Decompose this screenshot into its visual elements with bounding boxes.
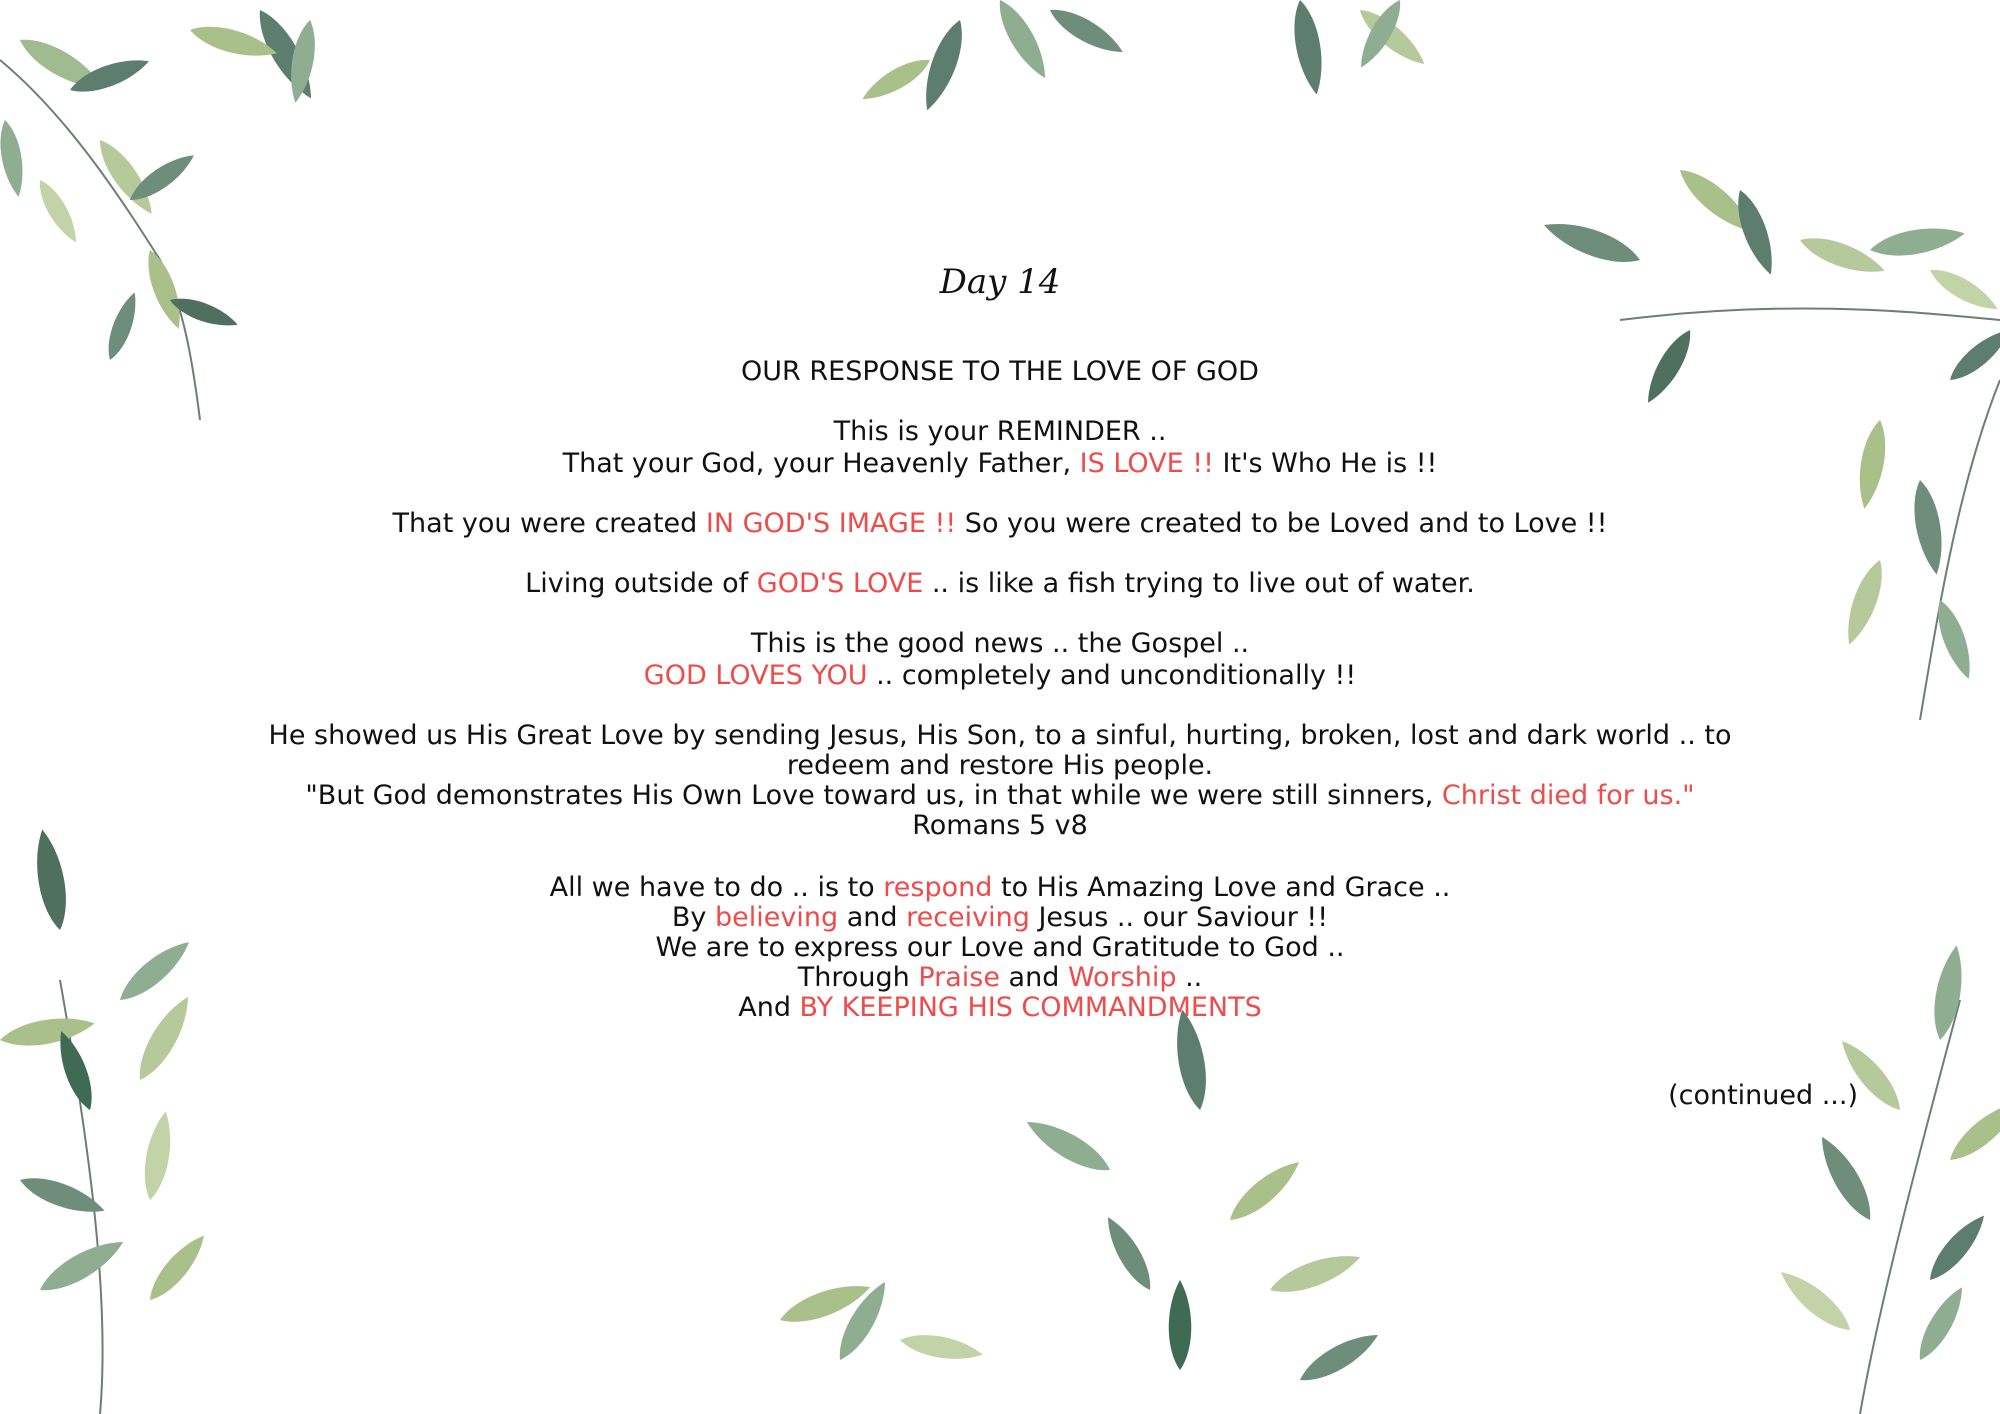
highlighted-text: receiving bbox=[906, 902, 1030, 933]
text-line bbox=[0, 416, 2000, 448]
highlighted-text: IN GOD'S IMAGE !! bbox=[705, 508, 957, 539]
text-segment: This is your REMINDER .. bbox=[833, 416, 1167, 447]
text-segment: All we have to do .. is to bbox=[549, 872, 884, 903]
text-line bbox=[0, 902, 2000, 934]
text-segment: That your God, your Heavenly Father, bbox=[562, 448, 1080, 479]
text-line bbox=[0, 750, 2000, 782]
text-segment: and bbox=[838, 902, 907, 933]
text-line bbox=[0, 780, 2000, 812]
text-line bbox=[0, 568, 2000, 600]
text-segment: .. completely and unconditionally !! bbox=[867, 660, 1357, 691]
text-line bbox=[0, 508, 2000, 540]
highlighted-text: IS LOVE !! bbox=[1079, 448, 1214, 479]
highlighted-text: Praise bbox=[918, 962, 1000, 993]
text-line bbox=[0, 992, 2000, 1024]
text-segment: .. is like a fish trying to live out of water. bbox=[923, 568, 1475, 599]
text-segment: and bbox=[999, 962, 1068, 993]
text-segment: He showed us His Great Love by sending Jesus, His Son, to a sinful, hurting, broken, lost and dark world .. to bbox=[268, 720, 1732, 751]
continued-note: (continued ...) bbox=[1668, 1080, 1858, 1111]
text-segment: Living outside of bbox=[525, 568, 757, 599]
text-line bbox=[0, 660, 2000, 692]
text-line bbox=[0, 932, 2000, 964]
highlighted-text: believing bbox=[715, 902, 839, 933]
text-segment: We are to express our Love and Gratitude to God .. bbox=[655, 932, 1345, 963]
highlighted-text: BY KEEPING HIS COMMANDMENTS bbox=[799, 992, 1262, 1023]
highlighted-text: GOD'S LOVE bbox=[756, 568, 924, 599]
text-segment: And bbox=[738, 992, 800, 1023]
day-heading: Day 14 bbox=[939, 262, 1061, 302]
text-segment: .. bbox=[1176, 962, 1203, 993]
text-line bbox=[0, 628, 2000, 660]
highlighted-text: GOD LOVES YOU bbox=[643, 660, 868, 691]
text-segment: to His Amazing Love and Grace .. bbox=[992, 872, 1451, 903]
text-segment: Jesus .. our Saviour !! bbox=[1029, 902, 1329, 933]
text-segment: So you were created to be Loved and to Love !! bbox=[956, 508, 1608, 539]
text-segment: It's Who He is !! bbox=[1213, 448, 1438, 479]
text-segment: Romans 5 v8 bbox=[912, 810, 1088, 841]
highlighted-text: Christ died for us." bbox=[1441, 780, 1695, 811]
text-segment: redeem and restore His people. bbox=[786, 750, 1214, 781]
text-line bbox=[0, 962, 2000, 994]
text-segment: By bbox=[671, 902, 715, 933]
text-line bbox=[0, 448, 2000, 480]
text-segment: Through bbox=[797, 962, 919, 993]
text-segment: This is the good news .. the Gospel .. bbox=[750, 628, 1250, 659]
text-line bbox=[0, 720, 2000, 752]
text-line bbox=[0, 810, 2000, 842]
text-segment: "But God demonstrates His Own Love toward us, in that while we were still sinners, bbox=[305, 780, 1442, 811]
highlighted-text: respond bbox=[883, 872, 993, 903]
page-title: OUR RESPONSE TO THE LOVE OF GOD bbox=[741, 356, 1259, 387]
text-segment: That you were created bbox=[392, 508, 706, 539]
text-line bbox=[0, 872, 2000, 904]
highlighted-text: Worship bbox=[1067, 962, 1177, 993]
